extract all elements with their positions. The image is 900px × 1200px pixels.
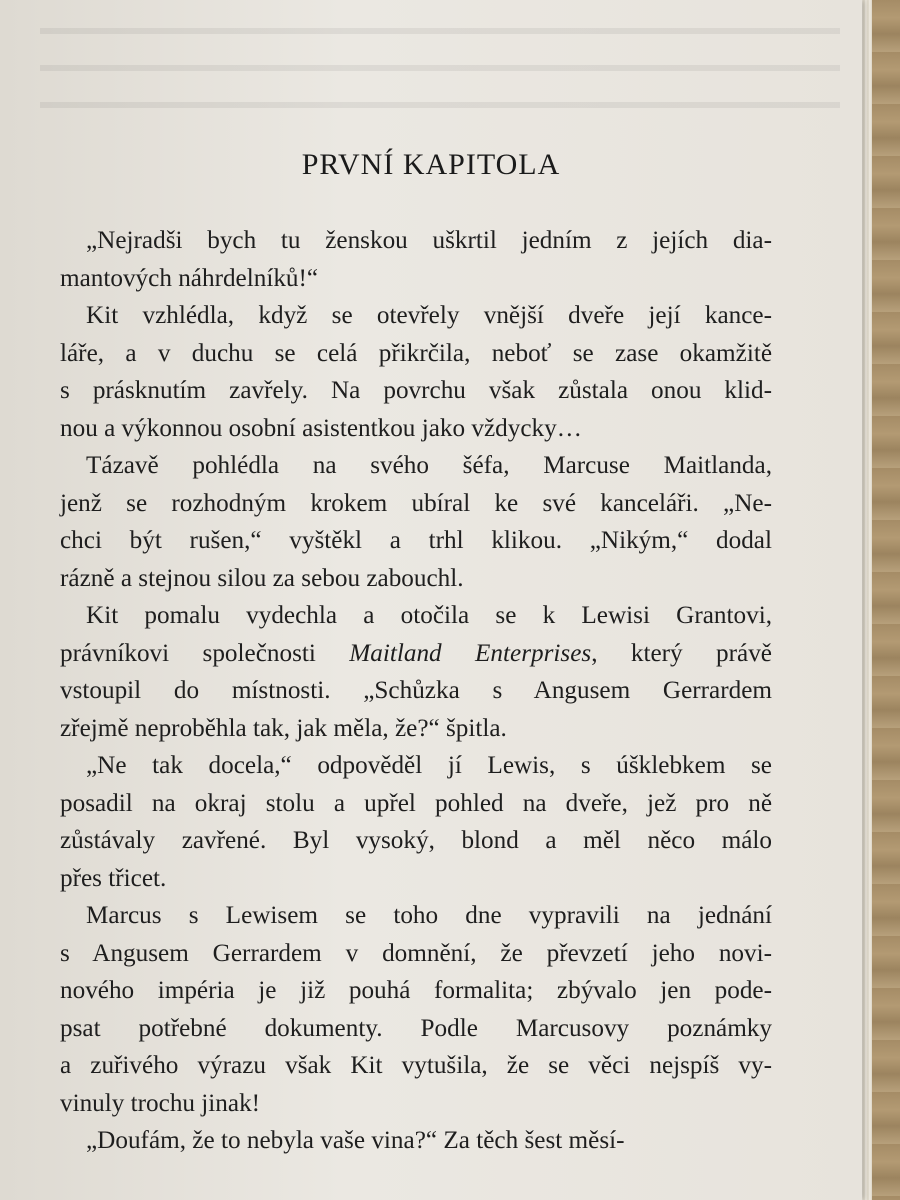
bleed-through-text xyxy=(40,8,840,128)
text-line: „Ne tak docela,“ odpověděl jí Lewis, s úšklebkem se xyxy=(86,752,772,779)
text-line: vinuly trochu jinak! xyxy=(60,1089,261,1117)
italic-text: Maitland Enterprises xyxy=(349,639,592,667)
text-line: mantových náhrdelníků!“ xyxy=(60,264,319,292)
text-line: jenž se rozhodným krokem ubíral ke své kanceláři. „Ne- xyxy=(60,489,772,517)
chapter-title: PRVNÍ KAPITOLA xyxy=(301,148,561,181)
text-line: chci být rušen,“ vyštěkl a trhl klikou. „Nikým,“ dodal xyxy=(60,527,772,554)
text-line: nou a výkonnou osobní asistentkou jako vždycky… xyxy=(60,414,582,442)
text-line: Tázavě pohlédla na svého šéfa, Marcuse Maitlanda, xyxy=(86,452,772,479)
text-line: psat potřebné dokumenty. Podle Marcusovy poznámky xyxy=(60,1014,772,1042)
body-text xyxy=(60,222,772,1160)
text-line: právníkovi společnosti Maitland Enterprises, který právě xyxy=(60,639,772,667)
text-line: rázně a stejnou silou za sebou zabouchl. xyxy=(60,564,464,592)
text-line: „Nejradši bych tu ženskou uškrtil jedním z jejích dia- xyxy=(86,227,772,254)
text-line: Kit pomalu vydechla a otočila se k Lewisi Grantovi, xyxy=(86,602,772,629)
text-line: vstoupil do místnosti. „Schůzka s Angusem Gerrardem xyxy=(60,677,772,704)
text-line: Kit vzhlédla, když se otevřely vnější dveře její kance- xyxy=(86,302,772,329)
text-line: s Angusem Gerrardem v domnění, že převzetí jeho novi- xyxy=(60,939,772,967)
text-line: Marcus s Lewisem se toho dne vypravili na jednání xyxy=(86,902,772,929)
text-line: zřejmě neproběhla tak, jak měla, že?“ špitla. xyxy=(60,714,507,742)
text-line: a zuřivého výrazu však Kit vytušila, že se věci nejspíš vy- xyxy=(60,1052,772,1079)
text-line: zůstávaly zavřené. Byl vysoký, blond a měl něco málo xyxy=(60,827,772,854)
text-line: posadil na okraj stolu a upřel pohled na dveře, jež pro ně xyxy=(60,789,772,817)
text-line: nového impéria je již pouhá formalita; zbývalo jen pode- xyxy=(60,977,772,1004)
text-line: s prásknutím zavřely. Na povrchu však zůstala onou klid- xyxy=(60,377,772,404)
text-line: láře, a v duchu se celá přikrčila, neboť se zase okamžitě xyxy=(60,339,772,367)
text-line: „Doufám, že to nebyla vaše vina?“ Za těch šest měsí- xyxy=(86,1127,625,1154)
text-line: přes třicet. xyxy=(60,864,167,892)
